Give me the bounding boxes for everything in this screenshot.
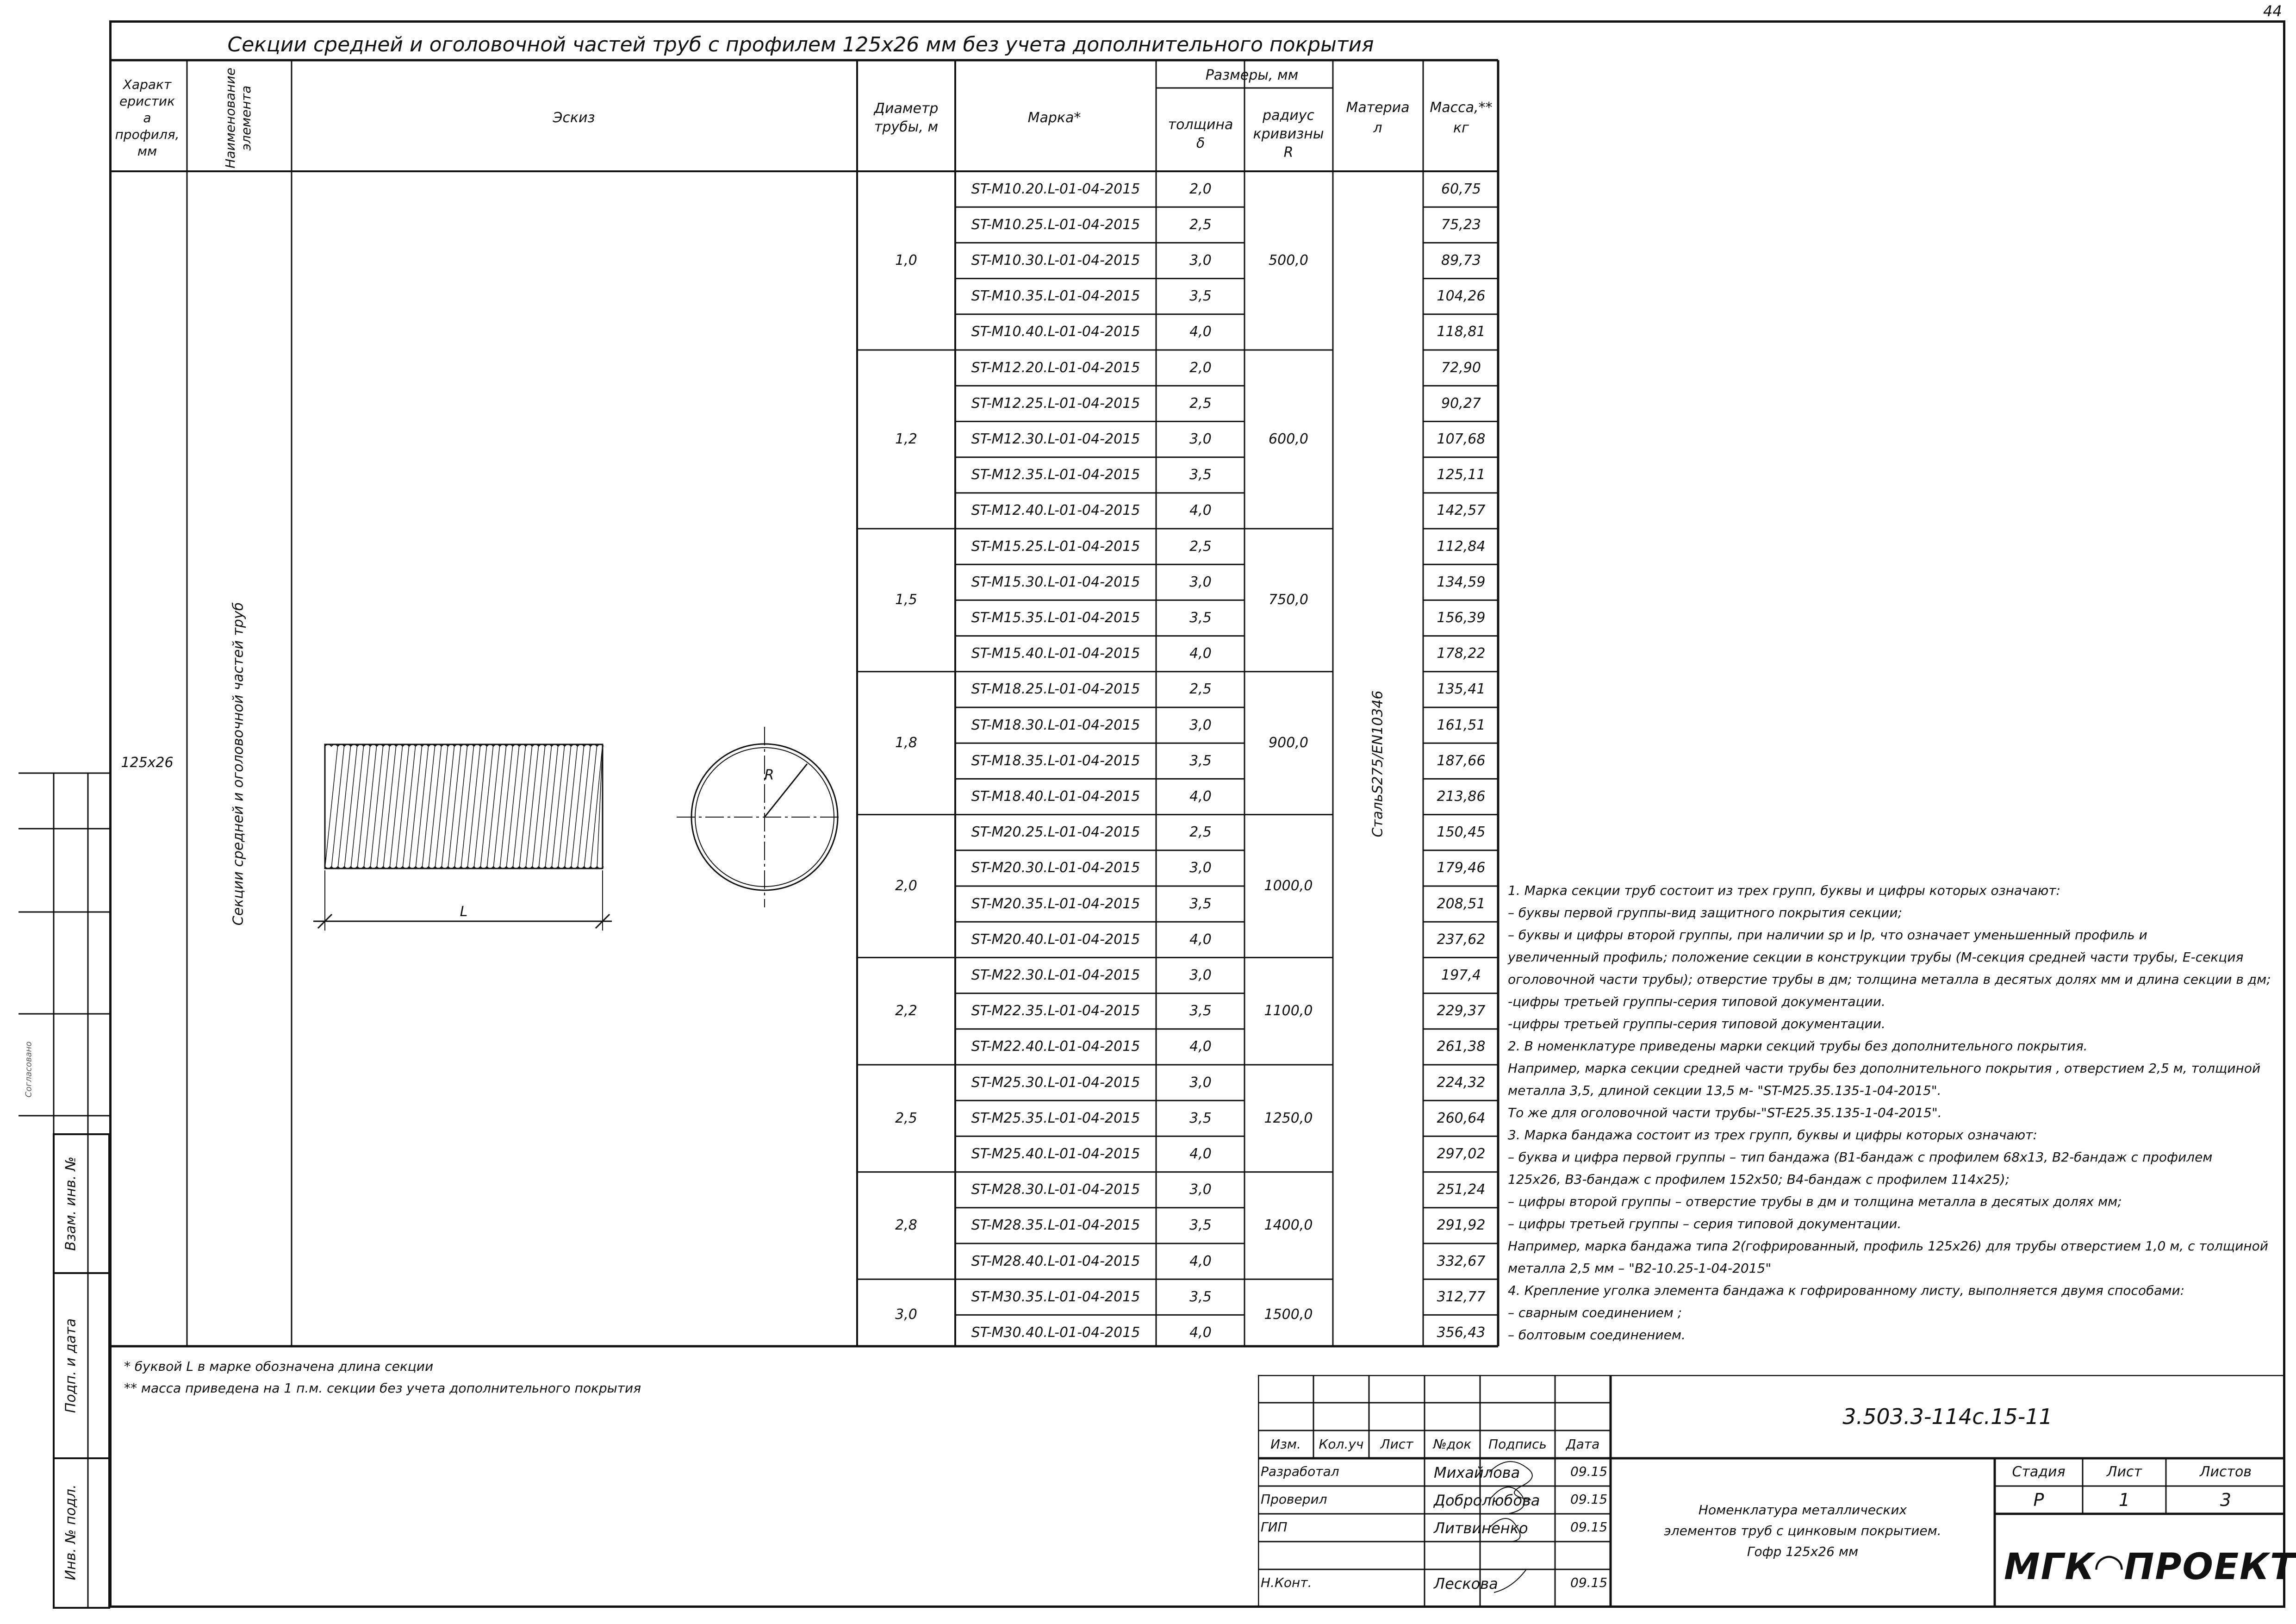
note-line: – буква и цифра первой группы – тип бандажа (В1-бандаж с профилем 68х13, В2-бандаж с профилем [1508,1149,2213,1165]
element-value: Секции средней и оголовочной частей труб [230,602,247,926]
table-cell-thickness: 3,0 [1189,717,1212,733]
doc-code: 3.503.3-114с.15-11 [1842,1404,2053,1429]
sheet-label: Лист [2106,1464,2142,1480]
table-cell-mark: ST-M10.30.L-01-04-2015 [971,252,1140,269]
table-cell-diameter: 2,5 [895,1110,917,1126]
signature-role: ГИП [1261,1519,1288,1535]
note-line: 3. Марка бандажа состоит из трех групп, буквы и цифры которых означают: [1508,1127,2037,1143]
table-cell-mass: 291,92 [1437,1217,1486,1234]
col-izm: Изм. [1270,1437,1301,1452]
table-cell-thickness: 4,0 [1189,1253,1212,1269]
sheets-value: 3 [2220,1490,2232,1510]
stage-value: Р [2033,1490,2044,1510]
table-cell-mass: 89,73 [1441,252,1481,269]
col-date: Дата [1566,1437,1600,1452]
table-cell-mark: ST-M10.40.L-01-04-2015 [971,324,1140,340]
table-cell-mark: ST-M20.25.L-01-04-2015 [971,824,1140,841]
table-cell-mass: 229,37 [1437,1003,1486,1019]
table-cell-mark: ST-M10.25.L-01-04-2015 [971,216,1140,233]
general-notes [1508,880,2276,1346]
material-value: СтальS275/EN10346 [1369,690,1386,837]
signature-name: Михайлова [1434,1464,1520,1481]
table-cell-radius: 500,0 [1269,252,1308,269]
signature-date: 09.15 [1570,1492,1608,1507]
table-cell-mark: ST-M15.25.L-01-04-2015 [971,538,1140,555]
table-cell-radius: 1500,0 [1264,1306,1313,1323]
table-cell-radius: 1400,0 [1264,1217,1313,1234]
table-cell-diameter: 2,0 [895,878,917,894]
table-cell-mass: 179,46 [1437,860,1486,876]
table-cell-thickness: 3,5 [1189,895,1212,912]
title-line-3: Гофр 125х26 мм [1747,1544,1859,1559]
table-cell-mark: ST-M18.40.L-01-04-2015 [971,788,1140,805]
table-cell-thickness: 4,0 [1189,788,1212,805]
vzam-label: Взам. инв. № [62,1156,79,1251]
table-cell-mark: ST-M18.35.L-01-04-2015 [971,752,1140,769]
signature-role: Разработал [1261,1464,1339,1479]
note-line: – цифры третьей группы – серия типовой документации. [1508,1216,1902,1231]
table-cell-thickness: 3,5 [1189,1110,1212,1126]
table-cell-mass: 197,4 [1441,967,1481,983]
table-cell-mark: ST-M20.30.L-01-04-2015 [971,860,1140,876]
note-line: – буквы и цифры второй группы, при наличии sp и lp, что означает уменьшенный профиль и [1508,927,2147,943]
table-cell-thickness: 3,5 [1189,1288,1212,1305]
header-thickness: толщина δ [1168,117,1233,151]
table-cell-thickness: 4,0 [1189,1038,1212,1055]
table-cell-mark: ST-M30.35.L-01-04-2015 [971,1288,1140,1305]
table-cell-thickness: 2,0 [1189,359,1212,376]
note-line: 4. Крепление уголка элемента бандажа к гофрированному листу, выполняется двумя способами: [1508,1283,2185,1298]
table-cell-radius: 1100,0 [1264,1003,1313,1019]
note-line: -цифры третьей группы-серия типовой документации. [1508,994,1885,1009]
signature-name: Литвиненко [1434,1519,1528,1537]
page-number: 44 [2263,2,2282,20]
table-cell-mark: ST-M12.25.L-01-04-2015 [971,395,1140,412]
table-cell-mark: ST-M25.35.L-01-04-2015 [971,1110,1140,1126]
table-cell-radius: 750,0 [1269,592,1308,608]
header-sketch: Эскиз [553,110,595,126]
table-cell-mass: 60,75 [1441,181,1481,197]
table-cell-mass: 187,66 [1437,752,1486,769]
note-line: – болтовым соединением. [1508,1327,1686,1343]
signature-date: 09.15 [1570,1464,1608,1479]
signature-role: Н.Конт. [1261,1575,1312,1590]
header-element: Наименование элемента [223,68,254,169]
table-cell-mass: 156,39 [1437,610,1486,626]
table-cell-mass: 208,51 [1437,895,1486,912]
table-cell-mark: ST-M10.35.L-01-04-2015 [971,288,1140,305]
table-cell-mass: 297,02 [1437,1146,1486,1162]
signature-role: Проверил [1261,1492,1327,1507]
table-cell-thickness: 3,0 [1189,252,1212,269]
table-cell-mark: ST-M12.30.L-01-04-2015 [971,431,1140,447]
table-cell-thickness: 4,0 [1189,931,1212,948]
table-cell-mark: ST-M12.35.L-01-04-2015 [971,467,1140,483]
table-cell-mass: 237,62 [1437,931,1486,948]
table-cell-diameter: 1,8 [895,735,917,751]
table-cell-mass: 251,24 [1437,1181,1486,1198]
table-cell-mass: 112,84 [1437,538,1486,555]
table-cell-mark: ST-M22.35.L-01-04-2015 [971,1003,1140,1019]
table-cell-mass: 260,64 [1437,1110,1486,1126]
table-cell-mark: ST-M28.35.L-01-04-2015 [971,1217,1140,1234]
note-line: Например, марка бандажа типа 2(гофрированный, профиль 125х26) для трубы отверстием 1,0 м, с толщиной [1508,1238,2268,1254]
table-cell-thickness: 2,0 [1189,181,1212,197]
table-cell-thickness: 3,5 [1189,610,1212,626]
note-line: -цифры третьей группы-серия типовой документации. [1508,1016,1885,1031]
note-line: 2. В номенклатуре приведены марки секций трубы без дополнительного покрытия. [1508,1038,2088,1054]
table-cell-mass: 312,77 [1437,1288,1486,1305]
table-cell-mass: 332,67 [1437,1253,1486,1269]
table-cell-mark: ST-M12.20.L-01-04-2015 [971,359,1140,376]
table-cell-mass: 142,57 [1437,502,1486,519]
table-cell-mark: ST-M28.40.L-01-04-2015 [971,1253,1140,1269]
table-cell-mass: 125,11 [1437,467,1486,483]
table-cell-thickness: 3,0 [1189,860,1212,876]
table-cell-radius: 600,0 [1269,431,1308,447]
table-cell-thickness: 2,5 [1189,216,1212,233]
table-cell-mark: ST-M22.40.L-01-04-2015 [971,1038,1140,1055]
note-line: То же для оголовочной части трубы-"ST-E25.35.135-1-04-2015". [1508,1105,1942,1120]
table-cell-radius: 1250,0 [1264,1110,1313,1126]
table-cell-mass: 261,38 [1437,1038,1486,1055]
table-cell-thickness: 2,5 [1189,538,1212,555]
note-line: металла 3,5, длиной секции 13,5 м- "ST-M25.35.135-1-04-2015". [1508,1083,1941,1098]
table-cell-mass: 104,26 [1437,288,1486,305]
note-line: 125х26, В3-бандаж с профилем 152х50; В4-бандаж с профилем 114х25); [1508,1172,2010,1187]
table-cell-thickness: 2,5 [1189,681,1212,698]
footnote-2: ** масса приведена на 1 п.м. секции без учета дополнительного покрытия [124,1380,641,1396]
table-cell-mass: 75,23 [1441,216,1481,233]
col-list: Лист [1380,1437,1413,1452]
header-mass: Масса,** кг [1430,100,1493,136]
table-cell-mark: ST-M25.30.L-01-04-2015 [971,1074,1140,1091]
table-cell-mark: ST-M12.40.L-01-04-2015 [971,502,1140,519]
table-cell-mark: ST-M15.35.L-01-04-2015 [971,610,1140,626]
table-cell-diameter: 2,8 [895,1217,917,1234]
table-cell-thickness: 4,0 [1189,645,1212,662]
sketch-drawing [292,713,839,944]
stage-label: Стадия [2012,1464,2066,1480]
header-mark: Марка* [1027,110,1081,126]
table-cell-mark: ST-M30.40.L-01-04-2015 [971,1324,1140,1341]
table-cell-thickness: 3,5 [1189,288,1212,305]
table-cell-mark: ST-M15.40.L-01-04-2015 [971,645,1140,662]
table-cell-mark: ST-M25.40.L-01-04-2015 [971,1146,1140,1162]
sheet-value: 1 [2118,1490,2130,1510]
sketch-length-label: L [460,904,468,920]
note-line: оголовочной части трубы); отверстие трубы в дм; толщина металла в десятых долях мм и длина секции в дм; [1508,972,2271,987]
table-cell-mark: ST-M28.30.L-01-04-2015 [971,1181,1140,1198]
table-cell-thickness: 3,0 [1189,574,1212,590]
table-cell-mass: 90,27 [1441,395,1481,412]
col-ndoc: №док [1433,1437,1472,1452]
table-cell-thickness: 3,5 [1189,467,1212,483]
header-radius: радиус кривизны R [1253,107,1324,161]
table-cell-mass: 135,41 [1437,681,1486,698]
table-cell-diameter: 3,0 [895,1306,917,1323]
note-line: 1. Марка секции труб состоит из трех групп, буквы и цифры которых означают: [1508,883,2061,898]
note-line: увеличенный профиль; положение секции в конструкции трубы (М-секция средней части трубы, Е-секция [1508,949,2244,965]
note-line: – сварным соединением ; [1508,1305,1682,1320]
header-dimensions: Размеры, мм [1205,67,1299,83]
footnote-1: * буквой L в марке обозначена длина секции [124,1359,434,1374]
sketch-radius-label: R [764,767,774,783]
table-cell-thickness: 3,5 [1189,1217,1212,1234]
col-kol: Кол.уч [1319,1437,1364,1452]
signature-date: 09.15 [1570,1519,1608,1535]
table-cell-thickness: 3,0 [1189,1181,1212,1198]
table-cell-mass: 213,86 [1437,788,1486,805]
inv-label: Инв. № подл. [62,1484,79,1580]
table-cell-mass: 356,43 [1437,1324,1486,1341]
note-line: – цифры второй группы – отверстие трубы в дм и толщина металла в десятых долях мм; [1508,1194,2122,1209]
table-cell-thickness: 3,0 [1189,967,1212,983]
table-cell-thickness: 4,0 [1189,1146,1212,1162]
profile-value: 125х26 [121,755,174,771]
signature-date: 09.15 [1570,1575,1608,1590]
table-cell-mass: 178,22 [1437,645,1486,662]
sogl-label: Согласовано [24,1041,34,1098]
table-cell-thickness: 4,0 [1189,1324,1212,1341]
table-title: Секции средней и оголовочной частей труб с профилем 125х26 мм без учета дополнительного покрытия [227,33,1374,56]
table-cell-thickness: 4,0 [1189,324,1212,340]
col-sign: Подпись [1488,1437,1547,1452]
table-cell-mass: 72,90 [1441,359,1481,376]
table-cell-thickness: 3,0 [1189,431,1212,447]
table-cell-thickness: 2,5 [1189,824,1212,841]
table-cell-mass: 118,81 [1437,324,1486,340]
table-cell-thickness: 3,5 [1189,1003,1212,1019]
header-profile: Характ еристик а профиля, мм [115,77,180,159]
table-cell-thickness: 3,5 [1189,752,1212,769]
table-cell-mark: ST-M22.30.L-01-04-2015 [971,967,1140,983]
table-cell-diameter: 2,2 [895,1003,917,1019]
note-line: металла 2,5 мм – "В2-10.25-1-04-2015" [1508,1261,1772,1276]
table-cell-mark: ST-M20.35.L-01-04-2015 [971,895,1140,912]
table-cell-diameter: 1,0 [895,252,917,269]
table-cell-mark: ST-M18.30.L-01-04-2015 [971,717,1140,733]
table-cell-mass: 107,68 [1437,431,1486,447]
note-line: Например, марка секции средней части трубы без дополнительного покрытия , отверстием 2,5 м, толщиной [1508,1061,2261,1076]
title-line-2: элементов труб с цинковым покрытием. [1664,1523,1941,1538]
note-line: – буквы первой группы-вид защитного покрытия секции; [1508,905,1903,920]
company-logo: МГК◠ПРОЕКТ [2004,1546,2296,1588]
signature-name: Лескова [1434,1575,1498,1593]
podp-label: Подп. и дата [62,1318,79,1413]
header-material: Материа л [1346,100,1410,136]
table-cell-mark: ST-M20.40.L-01-04-2015 [971,931,1140,948]
table-cell-diameter: 1,2 [895,431,917,447]
table-cell-radius: 1000,0 [1264,878,1313,894]
table-cell-diameter: 1,5 [895,592,917,608]
table-cell-mass: 134,59 [1437,574,1486,590]
table-cell-thickness: 3,0 [1189,1074,1212,1091]
table-cell-radius: 900,0 [1269,735,1308,751]
table-cell-mark: ST-M15.30.L-01-04-2015 [971,574,1140,590]
table-cell-thickness: 2,5 [1189,395,1212,412]
table-cell-mark: ST-M18.25.L-01-04-2015 [971,681,1140,698]
table-cell-mark: ST-M10.20.L-01-04-2015 [971,181,1140,197]
header-diameter: Диаметр трубы, м [874,100,939,135]
table-cell-thickness: 4,0 [1189,502,1212,519]
table-cell-mass: 161,51 [1437,717,1486,733]
title-line-1: Номенклатура металлических [1698,1502,1907,1518]
sheets-label: Листов [2199,1464,2252,1480]
signature-name: Добролюбова [1434,1492,1540,1509]
table-cell-mass: 150,45 [1437,824,1486,841]
table-cell-mass: 224,32 [1437,1074,1486,1091]
